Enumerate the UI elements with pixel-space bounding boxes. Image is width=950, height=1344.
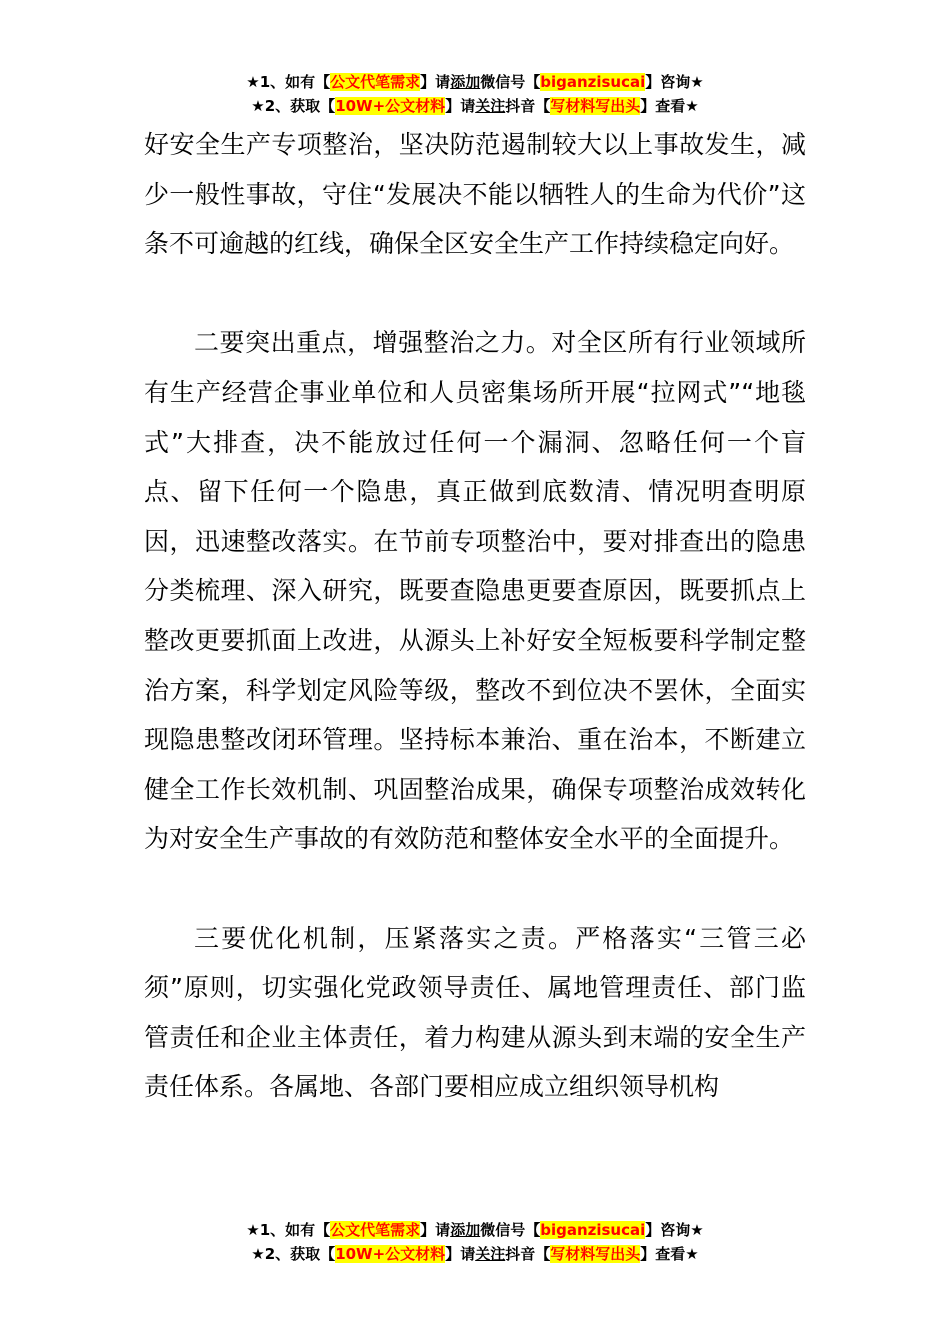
paragraph-key-points: 二要突出重点，增强整治之力。对全区所有行业领域所有生产经营企事业单位和人员密集场所开展“拉网式”“地毯式”大排查，决不能放过任何一个漏洞、忽略任何一个盲点、留下任何一个隐患，真正做到底数清、情况明查明原因，迅速整改落实。在节前专项整治中，要对排查出的隐患分类梳理、深入研究，既要查隐患更要查原因，既要抓点上整改更要抓面上改进，从源头上补好安全短板要科学制定整治方案，科学划定风险等级，整改不到位决不罢休，全面实现隐患整改闭环管理。坚持标本兼治、重在治本，不断建立健全工作长效机制、巩固整治成果，确保专项整治成效转化为对安全生产事故的有效防范和整体安全水平的全面提升。	[144, 328, 806, 854]
banner-line-1	[0, 1218, 950, 1242]
banner-highlight: biganzisucai	[540, 73, 646, 91]
paragraph-mechanism: 三要优化机制，压紧落实之责。严格落实“三管三必须”原则，切实强化党政领导责任、属地管理责任、部门监管责任和企业主体责任，着力构建从源头到末端的安全生产责任体系。各属地、各部门要相应成立组织领导机构	[144, 923, 806, 1102]
banner-text: 】咨询★	[645, 73, 704, 91]
banner-text: 微信号【	[480, 73, 541, 91]
paragraph-gap	[144, 864, 806, 914]
banner-text: 】请	[445, 1245, 476, 1263]
paragraph-continued: 好安全生产专项整治，坚决防范遏制较大以上事故发生，减少一般性事故，守住“发展决不能以牺牲人的生命为代价”这条不可逾越的红线，确保全区安全生产工作持续稳定向好。	[144, 130, 806, 259]
banner-underline: 关注	[475, 1245, 506, 1263]
banner-text: 抖音【	[505, 97, 551, 115]
banner-highlight: 10W+公文材料	[335, 97, 446, 115]
banner-text: 】查看★	[640, 1245, 699, 1263]
banner-text: 微信号【	[480, 1221, 541, 1239]
banner-line-2	[0, 1242, 950, 1266]
banner-text: 抖音【	[505, 1245, 551, 1263]
paragraph-gap	[144, 269, 806, 319]
banner-text: ★1、如有【	[246, 73, 331, 91]
banner-highlight: 公文代笔需求	[330, 73, 421, 91]
banner-highlight: biganzisucai	[540, 1221, 646, 1239]
banner-line-1	[0, 70, 950, 94]
banner-text: 】请	[445, 97, 476, 115]
banner-highlight: 公文代笔需求	[330, 1221, 421, 1239]
banner-line-2	[0, 94, 950, 118]
banner-text: 】请	[420, 73, 451, 91]
footer-banner	[0, 1218, 950, 1266]
banner-text: 】请	[420, 1221, 451, 1239]
banner-text: 】咨询★	[645, 1221, 704, 1239]
document-body	[144, 120, 806, 1112]
banner-underline: 添加	[450, 73, 481, 91]
banner-text: ★1、如有【	[246, 1221, 331, 1239]
banner-highlight: 写材料写出头	[550, 1245, 641, 1263]
header-banner	[0, 70, 950, 118]
banner-text: 】查看★	[640, 97, 699, 115]
banner-highlight: 写材料写出头	[550, 97, 641, 115]
banner-text: ★2、获取【	[251, 97, 336, 115]
banner-highlight: 10W+公文材料	[335, 1245, 446, 1263]
banner-underline: 关注	[475, 97, 506, 115]
banner-text: ★2、获取【	[251, 1245, 336, 1263]
banner-underline: 添加	[450, 1221, 481, 1239]
